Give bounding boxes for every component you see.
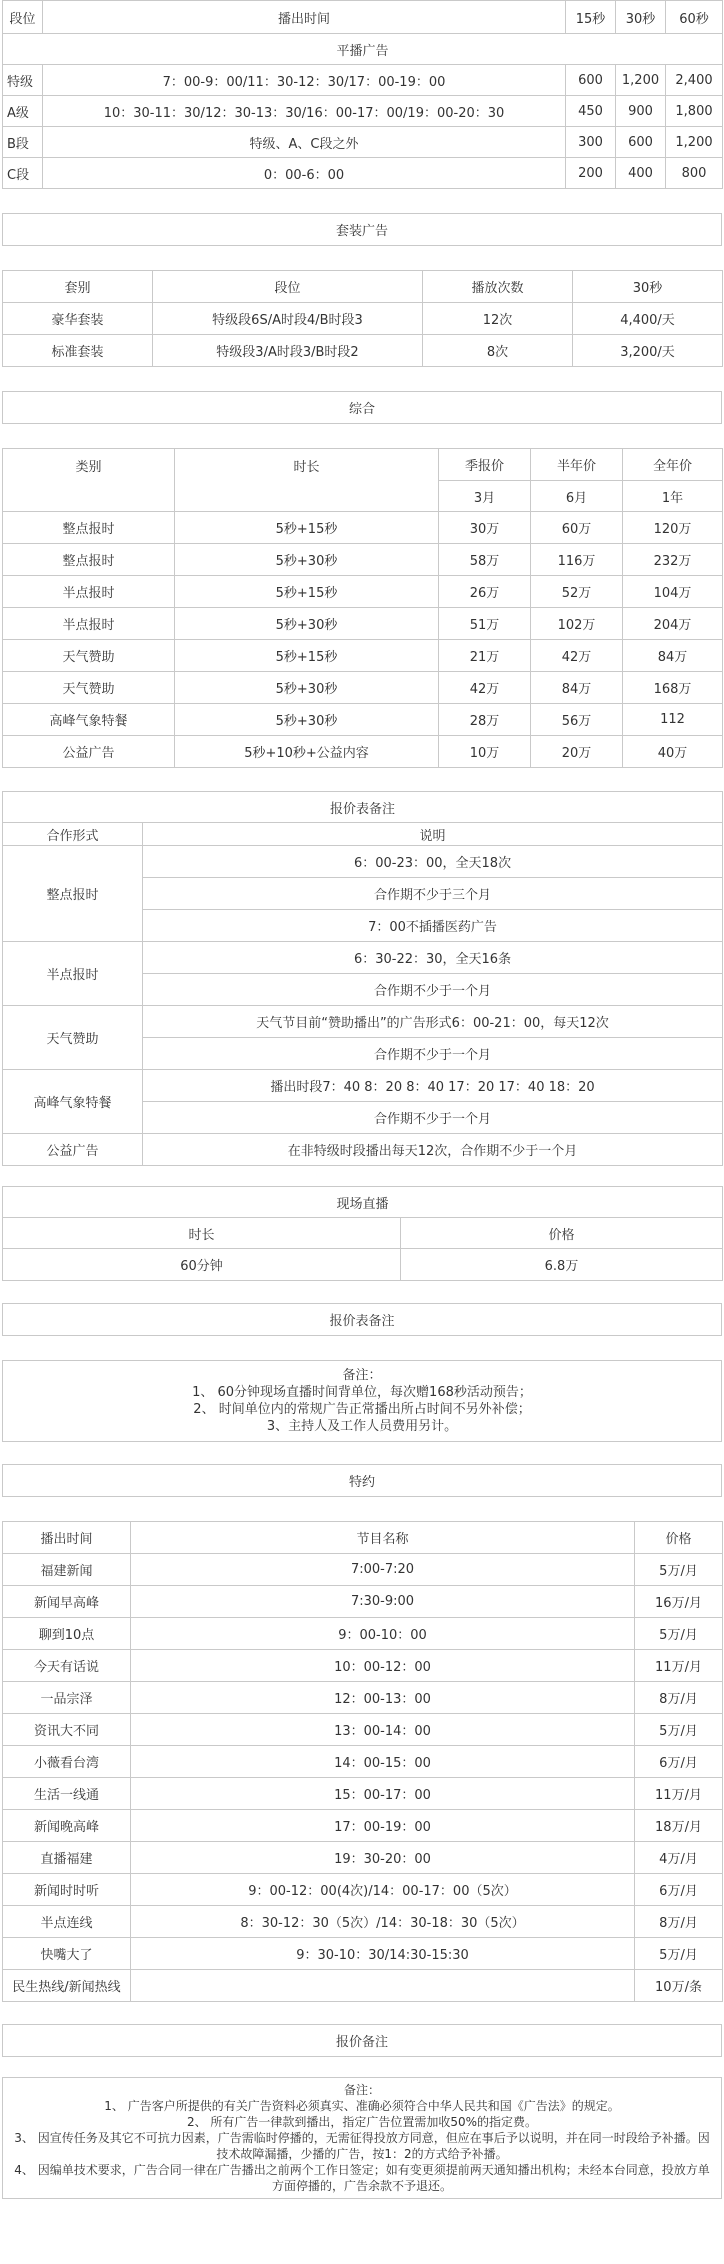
flat-ad-table — [2, 0, 723, 189]
column-header: 播出时间 — [43, 1, 566, 34]
remark-line: 合作期不少于三个月 — [143, 878, 723, 910]
section-title: 综合 — [3, 392, 722, 424]
cooperation-type: 半点报时 — [3, 942, 143, 1006]
program-time: 17：00-19：00 — [131, 1810, 635, 1842]
duration-cell: 5秒+30秒 — [175, 608, 439, 640]
remarks2-title-table — [2, 1303, 722, 1336]
level-cell: C段 — [3, 158, 43, 189]
duration-cell: 5秒+10秒+公益内容 — [175, 736, 439, 768]
duration-cell: 5秒+15秒 — [175, 640, 439, 672]
remark-line: 2、 时间单位内的常规广告正常播出所占时间不另外补偿； — [193, 1402, 531, 1417]
price-cell: 26万 — [439, 576, 531, 608]
program-name: 半点连线 — [3, 1906, 131, 1938]
table-row — [3, 303, 723, 335]
column-header: 半年价 — [531, 449, 623, 481]
table-row — [3, 1842, 723, 1874]
table-row — [3, 544, 723, 576]
section-title: 报价表备注 — [3, 792, 723, 823]
category-cell: 整点报时 — [3, 544, 175, 576]
column-header: 价格 — [401, 1218, 723, 1249]
program-price: 10万/条 — [635, 1970, 723, 2002]
remark-line: 4、 因编单技术要求，广告合同一律在广告播出之前两个工作日签定；如有变更须提前两天通知播出机构；未经本台同意，投放方单方面停播的，广告余款不予退还。 — [14, 2163, 710, 2193]
table-row — [3, 1810, 723, 1842]
package-level: 特级段6S/A时段4/B时段3 — [153, 303, 423, 335]
program-price: 8万/月 — [635, 1906, 723, 1938]
program-time: 15：00-17：00 — [131, 1778, 635, 1810]
price-cell: 168万 — [623, 672, 723, 704]
price-cell: 120万 — [623, 512, 723, 544]
program-time: 10：00-12：00 — [131, 1650, 635, 1682]
price-cell: 1,800 — [666, 96, 723, 127]
price-cell: 56万 — [531, 704, 623, 736]
category-cell: 天气赞助 — [3, 640, 175, 672]
program-name: 福建新闻 — [3, 1554, 131, 1586]
price-cell: 58万 — [439, 544, 531, 576]
program-name: 民生热线/新闻热线 — [3, 1970, 131, 2002]
remark-line: 天气节目前“赞助播出”的广告形式6：00-21：00，每天12次 — [143, 1006, 723, 1038]
category-cell: 高峰气象特餐 — [3, 704, 175, 736]
column-header: 类别 — [3, 449, 175, 512]
duration-cell: 5秒+30秒 — [175, 704, 439, 736]
column-header: 15秒 — [566, 1, 616, 34]
package-level: 特级段3/A时段3/B时段2 — [153, 335, 423, 367]
package-count: 12次 — [423, 303, 573, 335]
column-header: 30秒 — [573, 271, 723, 303]
price-cell: 204万 — [623, 608, 723, 640]
table-row — [3, 576, 723, 608]
price-cell: 600 — [566, 65, 616, 96]
price-cell: 300 — [566, 127, 616, 158]
column-header: 套别 — [3, 271, 153, 303]
remarks-content — [3, 2078, 722, 2199]
program-price: 6万/月 — [635, 1874, 723, 1906]
price-cell: 1,200 — [616, 65, 666, 96]
table-header-row — [3, 823, 723, 846]
column-header: 播出时间 — [3, 1522, 131, 1554]
time-cell: 0：00-6：00 — [43, 158, 566, 189]
remark-line: 播出时段7：40 8：20 8：40 17：20 17：40 18：20 — [143, 1070, 723, 1102]
column-header: 时长 — [3, 1218, 401, 1249]
table-row — [3, 65, 723, 96]
section-title: 报价表备注 — [3, 1304, 722, 1336]
remarks3-title-table — [2, 2024, 722, 2057]
price-cell: 42万 — [439, 672, 531, 704]
price-cell: 30万 — [439, 512, 531, 544]
program-time: 19：30-20：00 — [131, 1842, 635, 1874]
program-price: 5万/月 — [635, 1554, 723, 1586]
remark-line: 2、 所有广告一律款到播出，指定广告位置需加收50%的指定费。 — [186, 2115, 538, 2129]
table-row — [3, 335, 723, 367]
program-time: 9：00-12：00(4次)/14：00-17：00（5次） — [131, 1874, 635, 1906]
column-header: 合作形式 — [3, 823, 143, 846]
cooperation-type: 天气赞助 — [3, 1006, 143, 1070]
cooperation-type: 公益广告 — [3, 1134, 143, 1166]
program-name: 新闻早高峰 — [3, 1586, 131, 1618]
price-cell: 60万 — [531, 512, 623, 544]
program-price: 6万/月 — [635, 1746, 723, 1778]
section-title: 特约 — [3, 1465, 722, 1497]
section-title: 平播广告 — [3, 34, 723, 65]
special-table — [2, 1521, 723, 2002]
column-header: 30秒 — [616, 1, 666, 34]
table-header-row — [3, 271, 723, 303]
remark-line: 7：00不插播医药广告 — [143, 910, 723, 942]
table-row — [3, 1874, 723, 1906]
cooperation-type: 高峰气象特餐 — [3, 1070, 143, 1134]
table-row — [3, 512, 723, 544]
table-row — [3, 1554, 723, 1586]
program-time: 9：30-10：30/14:30-15:30 — [131, 1938, 635, 1970]
table-row — [3, 1778, 723, 1810]
price-cell: 1,200 — [666, 127, 723, 158]
remark-line: 1、 广告客户所提供的有关广告资料必须真实、准确必须符合中华人民共和国《广告法》的规定。 — [104, 2099, 620, 2113]
live-price: 6.8万 — [401, 1249, 723, 1281]
price-cell: 52万 — [531, 576, 623, 608]
remark-line: 1、 60分钟现场直播时间背单位，每次赠168秒活动预告； — [192, 1385, 532, 1400]
category-cell: 整点报时 — [3, 512, 175, 544]
table-header-row — [3, 449, 723, 481]
column-header: 段位 — [3, 1, 43, 34]
remarks-heading: 备注： — [342, 1368, 382, 1383]
remark-line: 6：30-22：30，全天16条 — [143, 942, 723, 974]
section-title: 现场直播 — [3, 1187, 723, 1218]
program-time: 14：00-15：00 — [131, 1746, 635, 1778]
table-row — [3, 1970, 723, 2002]
program-price: 11万/月 — [635, 1650, 723, 1682]
remark-line: 3、 因宣传任务及其它不可抗力因素，广告需临时停播的，无需征得投放方同意，但应在事后予以说明，并在同一时段给予补播。因技术故障漏播，少播的广告，按1：2的方式给予补播。 — [14, 2131, 710, 2161]
price-cell: 21万 — [439, 640, 531, 672]
program-name: 新闻时时听 — [3, 1874, 131, 1906]
program-name: 聊到10点 — [3, 1618, 131, 1650]
package-name: 豪华套装 — [3, 303, 153, 335]
column-header: 节目名称 — [131, 1522, 635, 1554]
table-header-row — [3, 1, 723, 34]
section-title: 报价备注 — [3, 2025, 722, 2057]
special-title-table — [2, 1464, 722, 1497]
price-cell: 42万 — [531, 640, 623, 672]
column-subheader: 3月 — [439, 481, 531, 512]
program-time: 13：00-14：00 — [131, 1714, 635, 1746]
category-cell: 公益广告 — [3, 736, 175, 768]
program-time: 9：00-10：00 — [131, 1618, 635, 1650]
program-price: 4万/月 — [635, 1842, 723, 1874]
program-time: 12：00-13：00 — [131, 1682, 635, 1714]
price-cell: 600 — [616, 127, 666, 158]
remark-line: 在非特级时段播出每天12次，合作期不少于一个月 — [143, 1134, 723, 1166]
program-price: 11万/月 — [635, 1778, 723, 1810]
program-price: 5万/月 — [635, 1938, 723, 1970]
program-name: 资讯大不同 — [3, 1714, 131, 1746]
table-row — [3, 96, 723, 127]
remark-line: 合作期不少于一个月 — [143, 1102, 723, 1134]
duration-cell: 5秒+15秒 — [175, 512, 439, 544]
remark-line: 3、主持人及工作人员费用另计。 — [266, 1419, 458, 1434]
package-title-table — [2, 213, 722, 246]
remarks3-box — [2, 2077, 722, 2199]
program-time: 7:00-7:20 — [131, 1554, 635, 1586]
price-cell: 2,400 — [666, 65, 723, 96]
table-row — [3, 640, 723, 672]
price-cell: 40万 — [623, 736, 723, 768]
price-cell: 104万 — [623, 576, 723, 608]
column-header: 价格 — [635, 1522, 723, 1554]
table-row — [3, 127, 723, 158]
table-row — [3, 1650, 723, 1682]
column-header: 时长 — [175, 449, 439, 512]
general-table — [2, 448, 723, 768]
price-cell: 450 — [566, 96, 616, 127]
category-cell: 天气赞助 — [3, 672, 175, 704]
column-header: 60秒 — [666, 1, 723, 34]
price-cell: 51万 — [439, 608, 531, 640]
program-time: 7:30-9:00 — [131, 1586, 635, 1618]
price-cell: 28万 — [439, 704, 531, 736]
remark-line: 合作期不少于一个月 — [143, 1038, 723, 1070]
time-cell: 7：00-9：00/11：30-12：30/17：00-19：00 — [43, 65, 566, 96]
duration-cell: 5秒+30秒 — [175, 544, 439, 576]
category-cell: 半点报时 — [3, 576, 175, 608]
table-row — [3, 736, 723, 768]
table-header-row — [3, 1218, 723, 1249]
table-row — [3, 672, 723, 704]
table-row — [3, 1618, 723, 1650]
package-name: 标准套装 — [3, 335, 153, 367]
table-row — [3, 1938, 723, 1970]
category-cell: 半点报时 — [3, 608, 175, 640]
remark-line: 6：00-23：00，全天18次 — [143, 846, 723, 878]
column-header: 段位 — [153, 271, 423, 303]
program-name: 直播福建 — [3, 1842, 131, 1874]
program-name: 一品宗泽 — [3, 1682, 131, 1714]
price-cell: 102万 — [531, 608, 623, 640]
level-cell: 特级 — [3, 65, 43, 96]
program-name: 新闻晚高峰 — [3, 1810, 131, 1842]
price-cell: 84万 — [623, 640, 723, 672]
column-subheader: 6月 — [531, 481, 623, 512]
price-cell: 116万 — [531, 544, 623, 576]
section-title: 套装广告 — [3, 214, 722, 246]
table-row — [3, 1249, 723, 1281]
column-header: 全年价 — [623, 449, 723, 481]
level-cell: A级 — [3, 96, 43, 127]
table-row — [3, 1714, 723, 1746]
price-cell: 200 — [566, 158, 616, 189]
time-cell: 特级、A、C段之外 — [43, 127, 566, 158]
package-price: 3,200/天 — [573, 335, 723, 367]
remarks-table — [2, 791, 723, 1166]
program-name: 小薇看台湾 — [3, 1746, 131, 1778]
level-cell: B段 — [3, 127, 43, 158]
remarks2-box — [2, 1360, 722, 1442]
remarks-heading: 备注： — [343, 2083, 380, 2097]
price-cell: 232万 — [623, 544, 723, 576]
package-count: 8次 — [423, 335, 573, 367]
price-cell: 84万 — [531, 672, 623, 704]
program-price: 5万/月 — [635, 1714, 723, 1746]
column-subheader: 1年 — [623, 481, 723, 512]
program-price: 8万/月 — [635, 1682, 723, 1714]
column-header: 说明 — [143, 823, 723, 846]
table-row — [3, 1682, 723, 1714]
price-cell: 400 — [616, 158, 666, 189]
duration-cell: 5秒+30秒 — [175, 672, 439, 704]
live-duration: 60分钟 — [3, 1249, 401, 1281]
program-price: 16万/月 — [635, 1586, 723, 1618]
table-header-row — [3, 1522, 723, 1554]
time-cell: 10：30-11：30/12：30-13：30/16：00-17：00/19：00-20：30 — [43, 96, 566, 127]
program-price: 5万/月 — [635, 1618, 723, 1650]
column-header: 播放次数 — [423, 271, 573, 303]
table-row — [3, 158, 723, 189]
program-name: 今天有话说 — [3, 1650, 131, 1682]
package-price: 4,400/天 — [573, 303, 723, 335]
program-name: 生活一线通 — [3, 1778, 131, 1810]
remarks-content — [3, 1361, 722, 1442]
program-time — [131, 1970, 635, 2002]
package-table — [2, 270, 723, 367]
table-row — [3, 1586, 723, 1618]
live-table — [2, 1186, 723, 1281]
price-cell: 800 — [666, 158, 723, 189]
column-header: 季报价 — [439, 449, 531, 481]
price-cell: 112 — [623, 704, 723, 736]
program-price: 18万/月 — [635, 1810, 723, 1842]
price-cell: 10万 — [439, 736, 531, 768]
price-cell: 20万 — [531, 736, 623, 768]
duration-cell: 5秒+15秒 — [175, 576, 439, 608]
price-cell: 900 — [616, 96, 666, 127]
general-title-table — [2, 391, 722, 424]
table-row — [3, 704, 723, 736]
program-name: 快嘴大了 — [3, 1938, 131, 1970]
table-row — [3, 608, 723, 640]
table-row — [3, 1746, 723, 1778]
remark-line: 合作期不少于一个月 — [143, 974, 723, 1006]
table-row — [3, 1906, 723, 1938]
cooperation-type: 整点报时 — [3, 846, 143, 942]
program-time: 8：30-12：30（5次）/14：30-18：30（5次） — [131, 1906, 635, 1938]
